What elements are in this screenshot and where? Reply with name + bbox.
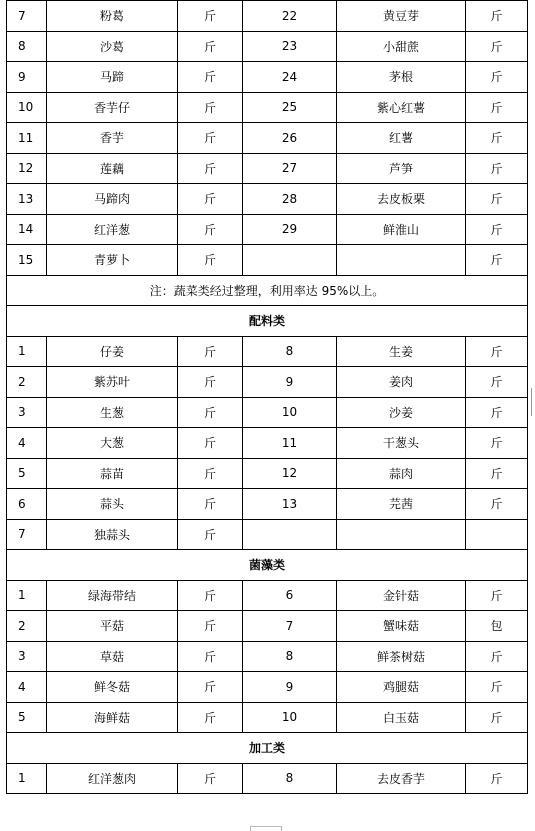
item-unit: 斤 [466, 397, 528, 428]
item-number [243, 519, 337, 550]
section-heading-fungi-row [7, 550, 528, 581]
item-unit: 斤 [178, 92, 243, 123]
item-number: 26 [243, 123, 337, 154]
page-edge-marker [531, 388, 535, 416]
item-unit: 斤 [178, 428, 243, 459]
item-number: 10 [243, 397, 337, 428]
item-unit: 斤 [178, 214, 243, 245]
vegetable-row [7, 153, 528, 184]
item-number: 7 [7, 519, 47, 550]
item-name: 去皮香芋 [337, 763, 466, 794]
item-unit: 斤 [466, 184, 528, 215]
item-name [337, 245, 466, 276]
item-number: 5 [7, 702, 47, 733]
item-name: 大葱 [47, 428, 178, 459]
item-number: 2 [7, 611, 47, 642]
item-name: 芫茜 [337, 489, 466, 520]
section-heading-processed-row [7, 733, 528, 764]
table-note-row [7, 275, 528, 306]
item-unit: 斤 [466, 672, 528, 703]
item-number: 7 [7, 1, 47, 32]
item-number: 10 [243, 702, 337, 733]
item-name: 蒜肉 [337, 458, 466, 489]
table-body [7, 1, 528, 794]
item-number: 12 [7, 153, 47, 184]
item-name: 去皮板栗 [337, 184, 466, 215]
item-number: 1 [7, 763, 47, 794]
vegetable-row [7, 214, 528, 245]
item-name: 芦笋 [337, 153, 466, 184]
vegetable-row [7, 245, 528, 276]
item-unit [466, 519, 528, 550]
item-name: 沙葛 [47, 31, 178, 62]
section-heading-seasoning-row [7, 306, 528, 337]
item-unit: 斤 [466, 123, 528, 154]
item-name: 粉葛 [47, 1, 178, 32]
item-unit: 斤 [178, 672, 243, 703]
item-unit: 斤 [466, 214, 528, 245]
item-name: 鸡腿菇 [337, 672, 466, 703]
seasoning-row [7, 519, 528, 550]
seasoning-row [7, 367, 528, 398]
item-unit: 斤 [178, 519, 243, 550]
item-unit: 斤 [178, 397, 243, 428]
item-name: 莲藕 [47, 153, 178, 184]
seasoning-row [7, 336, 528, 367]
item-number: 27 [243, 153, 337, 184]
item-unit: 斤 [178, 641, 243, 672]
item-name: 蒜苗 [47, 458, 178, 489]
item-unit: 斤 [178, 611, 243, 642]
item-name: 香芋 [47, 123, 178, 154]
item-unit: 斤 [178, 123, 243, 154]
item-number: 6 [243, 580, 337, 611]
item-name: 生姜 [337, 336, 466, 367]
vegetable-row [7, 1, 528, 32]
item-name: 干葱头 [337, 428, 466, 459]
item-name: 茅根 [337, 62, 466, 93]
item-name: 金针菇 [337, 580, 466, 611]
item-name: 蒜头 [47, 489, 178, 520]
item-number: 25 [243, 92, 337, 123]
item-unit: 斤 [178, 184, 243, 215]
item-number: 3 [7, 397, 47, 428]
item-unit: 斤 [466, 62, 528, 93]
item-name: 黄豆芽 [337, 1, 466, 32]
item-unit: 斤 [178, 458, 243, 489]
item-unit: 斤 [466, 763, 528, 794]
item-number: 23 [243, 31, 337, 62]
item-name: 香芋仔 [47, 92, 178, 123]
item-name: 红洋葱 [47, 214, 178, 245]
item-unit: 斤 [178, 62, 243, 93]
item-name: 草菇 [47, 641, 178, 672]
item-unit: 斤 [466, 153, 528, 184]
item-unit: 斤 [178, 702, 243, 733]
item-number: 4 [7, 428, 47, 459]
item-name: 沙姜 [337, 397, 466, 428]
item-number: 10 [7, 92, 47, 123]
item-number: 11 [7, 123, 47, 154]
seasoning-row [7, 489, 528, 520]
item-number: 11 [243, 428, 337, 459]
item-name: 马蹄肉 [47, 184, 178, 215]
item-unit: 斤 [178, 489, 243, 520]
item-number: 3 [7, 641, 47, 672]
item-name: 红洋葱肉 [47, 763, 178, 794]
item-name: 姜肉 [337, 367, 466, 398]
vegetable-row [7, 31, 528, 62]
item-number: 8 [243, 336, 337, 367]
item-unit: 斤 [466, 92, 528, 123]
item-name: 马蹄 [47, 62, 178, 93]
vegetable-row [7, 92, 528, 123]
item-number: 1 [7, 580, 47, 611]
item-unit: 包 [466, 611, 528, 642]
page-footer-marker [250, 826, 282, 831]
item-name [337, 519, 466, 550]
item-name: 独蒜头 [47, 519, 178, 550]
item-number: 2 [7, 367, 47, 398]
item-number: 4 [7, 672, 47, 703]
item-unit: 斤 [178, 763, 243, 794]
item-number: 7 [243, 611, 337, 642]
item-name: 鲜茶树菇 [337, 641, 466, 672]
fungi-row [7, 672, 528, 703]
item-unit: 斤 [466, 1, 528, 32]
processed-row [7, 763, 528, 794]
item-number: 9 [243, 672, 337, 703]
section-heading-processed: 加工类 [7, 733, 528, 764]
item-name: 海鲜菇 [47, 702, 178, 733]
item-number: 8 [7, 31, 47, 62]
item-number: 22 [243, 1, 337, 32]
fungi-row [7, 641, 528, 672]
item-unit: 斤 [178, 1, 243, 32]
seasoning-row [7, 458, 528, 489]
item-number: 8 [243, 763, 337, 794]
item-number: 24 [243, 62, 337, 93]
item-number: 9 [243, 367, 337, 398]
vegetable-row [7, 184, 528, 215]
item-number: 15 [7, 245, 47, 276]
item-unit: 斤 [466, 245, 528, 276]
produce-table [6, 0, 528, 794]
item-name: 鲜淮山 [337, 214, 466, 245]
item-name: 紫苏叶 [47, 367, 178, 398]
item-name: 蟹味菇 [337, 611, 466, 642]
item-unit: 斤 [466, 641, 528, 672]
item-number: 5 [7, 458, 47, 489]
item-number: 13 [7, 184, 47, 215]
item-name: 小甜蔗 [337, 31, 466, 62]
fungi-row [7, 702, 528, 733]
item-unit: 斤 [466, 367, 528, 398]
section-heading-seasoning: 配料类 [7, 306, 528, 337]
item-name: 仔姜 [47, 336, 178, 367]
item-unit: 斤 [466, 702, 528, 733]
item-unit: 斤 [466, 428, 528, 459]
item-number: 6 [7, 489, 47, 520]
item-number: 29 [243, 214, 337, 245]
item-unit: 斤 [178, 245, 243, 276]
item-name: 平菇 [47, 611, 178, 642]
item-number: 14 [7, 214, 47, 245]
item-number: 12 [243, 458, 337, 489]
item-number: 13 [243, 489, 337, 520]
fungi-row [7, 611, 528, 642]
item-name: 鲜冬菇 [47, 672, 178, 703]
item-number [243, 245, 337, 276]
item-number: 8 [243, 641, 337, 672]
item-name: 紫心红薯 [337, 92, 466, 123]
fungi-row [7, 580, 528, 611]
vegetable-row [7, 123, 528, 154]
item-unit: 斤 [466, 336, 528, 367]
item-unit: 斤 [178, 580, 243, 611]
item-name: 生葱 [47, 397, 178, 428]
item-unit: 斤 [178, 336, 243, 367]
item-unit: 斤 [178, 367, 243, 398]
seasoning-row [7, 397, 528, 428]
item-name: 青萝卜 [47, 245, 178, 276]
table-note: 注：蔬菜类经过整理，利用率达 95%以上。 [7, 275, 528, 306]
item-unit: 斤 [466, 458, 528, 489]
section-heading-fungi: 菌藻类 [7, 550, 528, 581]
item-name: 绿海带结 [47, 580, 178, 611]
item-number: 1 [7, 336, 47, 367]
item-number: 9 [7, 62, 47, 93]
vegetable-row [7, 62, 528, 93]
item-number: 28 [243, 184, 337, 215]
item-name: 白玉菇 [337, 702, 466, 733]
item-name: 红薯 [337, 123, 466, 154]
item-unit: 斤 [178, 31, 243, 62]
item-unit: 斤 [178, 153, 243, 184]
seasoning-row [7, 428, 528, 459]
item-unit: 斤 [466, 31, 528, 62]
item-unit: 斤 [466, 580, 528, 611]
item-unit: 斤 [466, 489, 528, 520]
